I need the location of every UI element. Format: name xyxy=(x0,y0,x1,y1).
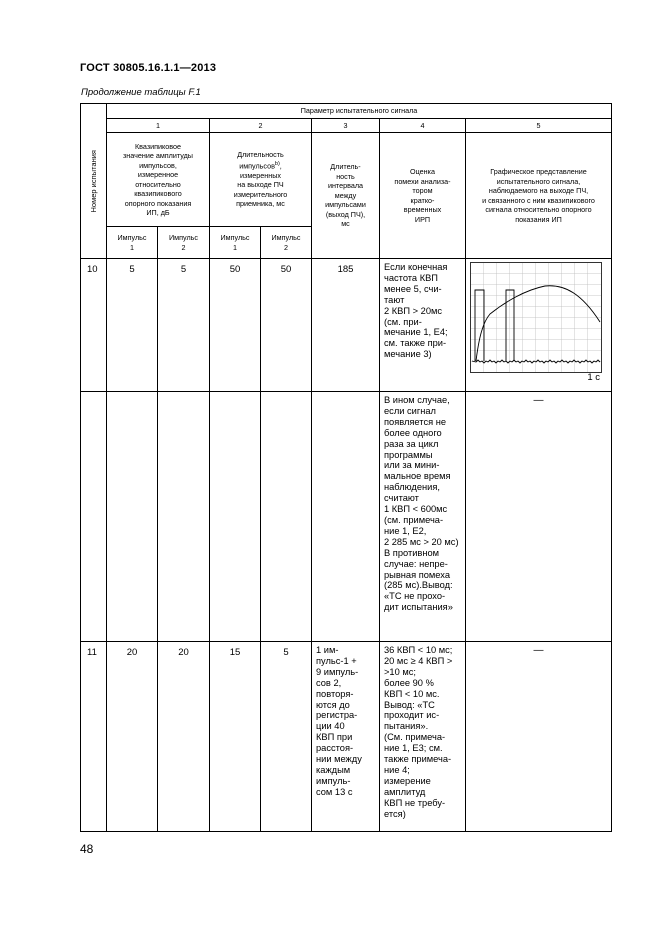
duration-impulse2 xyxy=(261,392,312,642)
row-header-cell xyxy=(81,104,107,259)
graphic-cell: — xyxy=(466,642,612,832)
subheader-amp-impulse2: Импульс 2 xyxy=(158,227,210,259)
amplitude-impulse1: 5 xyxy=(107,259,158,392)
col2-header-a: Длительность импульсов xyxy=(237,150,284,171)
duration-impulse1 xyxy=(210,392,261,642)
amplitude-impulse1: 20 xyxy=(107,642,158,832)
signal-plot xyxy=(470,262,602,383)
assessment-text: В ином случае, если сигнал появляется не более одного раза за цикл программы или за мини- мальное время наблюдения, считают 1 КВП < 600мс (см. примеча- ние 1, E2, 2 285 мс > 20 мс) В противном случае: непре- рывная помеха (285 мс).Вывод: «ТС не прохо- дит испытания» xyxy=(380,392,466,642)
assessment-text: 36 КВП < 10 мс; 20 мс ≥ 4 КВП > >10 мс; более 90 % КВП < 10 мс. Вывод: «ТС проходит ис- пытания». (См. примеча- ние 1, E3; см. также примеча- ние 4; измерение амплитуд КВП не требу- ется) xyxy=(380,642,466,832)
test-number xyxy=(81,392,107,642)
col5-header: Графическое представление испытательного сигнала, наблюдаемого на выходе ПЧ, и связанного с ним квазипикового сигнала относительно опорного показания ИП xyxy=(466,133,612,259)
table-row xyxy=(81,642,612,832)
param-header: Параметр испытательного сигнала xyxy=(107,104,612,119)
row-header-label: Номер испытания xyxy=(88,149,98,213)
document-title: ГОСТ 30805.16.1.1—2013 xyxy=(80,62,217,74)
signal-plot-svg xyxy=(470,262,602,383)
quasi-peak-curve xyxy=(476,286,600,361)
test-number: 10 xyxy=(81,259,107,392)
duration-impulse1: 50 xyxy=(210,259,261,392)
col3-header: Длитель- ность интервала между импульсами (выход ПЧ), мс xyxy=(312,133,380,259)
amplitude-impulse2: 20 xyxy=(158,642,210,832)
table-row xyxy=(81,392,612,642)
col2-header-sup: b) xyxy=(274,160,280,167)
table-row xyxy=(81,259,612,392)
duration-impulse1: 15 xyxy=(210,642,261,832)
duration-impulse2: 5 xyxy=(261,642,312,832)
col2-header xyxy=(210,133,312,227)
col-number-1: 1 xyxy=(107,119,210,133)
subheader-dur-impulse2: Импульс 2 xyxy=(261,227,312,259)
interval-value: 1 им- пульс-1 + 9 импуль- сов 2, повторя- ются до регистра- ции 40 КВП при расстоя- нии между каждым импуль- сом 13 с xyxy=(312,642,380,832)
interval-value: 185 xyxy=(312,259,380,392)
interval-value xyxy=(312,392,380,642)
col-number-2: 2 xyxy=(210,119,312,133)
page-number: 48 xyxy=(80,842,94,856)
test-number: 11 xyxy=(81,642,107,832)
subheader-dur-impulse1: Импульс 1 xyxy=(210,227,261,259)
col-number-5: 5 xyxy=(466,119,612,133)
amplitude-impulse2 xyxy=(158,392,210,642)
test-signal-table xyxy=(80,103,612,832)
subheader-amp-impulse1: Импульс 1 xyxy=(107,227,158,259)
assessment-text: Если конечная частота КВП менее 5, счи- тают 2 КВП > 20мс (см. при- мечание 1, E4; см. также при- мечание 3) xyxy=(380,259,466,392)
amplitude-impulse2: 5 xyxy=(158,259,210,392)
col1-header: Квазипиковое значение амплитуды импульсов, измеренное относительно квазипикового опорного показания ИП, дБ xyxy=(107,133,210,227)
col-number-4: 4 xyxy=(380,119,466,133)
graphic-cell xyxy=(466,259,612,392)
table-continuation-caption: Продолжение таблицы F.1 xyxy=(81,87,201,98)
plot-grid xyxy=(471,263,601,372)
col4-header: Оценка помехи анализа- тором кратко- временных ИРП xyxy=(380,133,466,259)
col-number-3: 3 xyxy=(312,119,380,133)
amplitude-impulse1 xyxy=(107,392,158,642)
col2-header-b: , измеренных на выходе ПЧ измерительного приемника, мс xyxy=(233,161,288,209)
graphic-cell: — xyxy=(466,392,612,642)
plot-time-label: 1 с xyxy=(587,372,600,383)
duration-impulse2: 50 xyxy=(261,259,312,392)
